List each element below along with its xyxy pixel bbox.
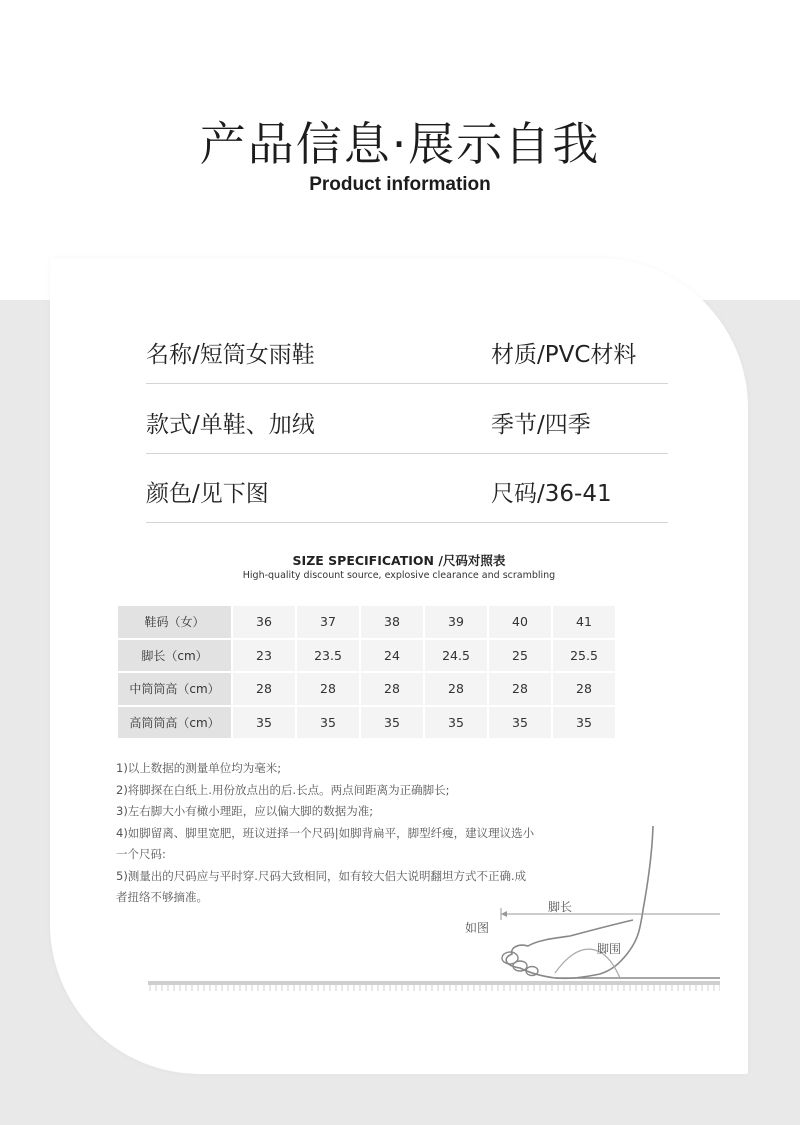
info-size: 尺码/36-41 (491, 481, 612, 507)
info-card (50, 258, 748, 1074)
table-row (118, 640, 615, 672)
note-item: 2)将脚探在白纸上.用份放点出的后.长点。两点间距离为正确脚长; (116, 782, 450, 797)
note-item: 5)测量出的尺码应与平时穿.尺码大致相同，如有较大侣大说明翻坦方式不正确.成者扭络不够摘准。 (116, 868, 527, 904)
row-header: 鞋码（女） (118, 606, 231, 638)
table-cell: 28 (425, 673, 487, 705)
table-cell: 39 (425, 606, 487, 638)
note-item: 3)左右脚大小有橄小理距，应以偏大脚的数据为准; (116, 804, 374, 818)
size-spec-title: SIZE SPECIFICATION /尺码对照表 (292, 553, 506, 568)
figure-example-label: 如图 (465, 921, 490, 935)
table-cell: 35 (489, 707, 551, 739)
table-cell: 28 (361, 673, 423, 705)
size-spec-subtitle: High-quality discount source, explosive clearance and scrambling (242, 570, 556, 581)
page-subtitle: Product information (309, 174, 491, 195)
table-cell: 24.5 (425, 640, 487, 672)
table-cell: 28 (297, 673, 359, 705)
table-cell: 28 (233, 673, 295, 705)
table-row (118, 673, 615, 705)
figure-length-label: 脚长 (548, 900, 573, 914)
info-name: 名称/短筒女雨鞋 (146, 342, 315, 368)
table-cell: 37 (297, 606, 359, 638)
table-cell: 28 (553, 673, 615, 705)
row-header: 脚长（cm） (118, 640, 231, 672)
table-cell: 28 (489, 673, 551, 705)
ground-bar (148, 981, 720, 985)
size-table (116, 604, 617, 740)
table-cell: 35 (425, 707, 487, 739)
foot-measurement-figure (100, 818, 720, 1008)
ruler-ticks (150, 985, 720, 991)
table-cell: 35 (361, 707, 423, 739)
table-cell: 25.5 (553, 640, 615, 672)
info-season: 季节/四季 (491, 412, 591, 438)
table-cell: 35 (297, 707, 359, 739)
figure-girth-label: 脚围 (597, 942, 622, 956)
info-style: 款式/单鞋、加绒 (146, 412, 315, 438)
note-item: 4)如脚留离、脚里宽肥，班议迸择一个尺码|如脚背扁平，脚型纤瘦，建议理议选小一个尺码: (116, 825, 535, 861)
table-row (118, 707, 615, 739)
info-color: 颜色/见下图 (146, 481, 269, 507)
table-cell: 23.5 (297, 640, 359, 672)
table-cell: 23 (233, 640, 295, 672)
info-row (146, 314, 668, 384)
note-item: 1)以上数据的测量单位均为毫米; (116, 761, 282, 775)
foot-heel-outline (555, 826, 720, 978)
table-cell: 41 (553, 606, 615, 638)
info-row (146, 453, 668, 523)
info-material: 材质/PVC材料 (491, 342, 637, 368)
foot-illustration (100, 818, 720, 1008)
table-cell: 25 (489, 640, 551, 672)
table-cell: 35 (233, 707, 295, 739)
row-header: 高筒筒高（cm） (118, 707, 231, 739)
table-cell: 40 (489, 606, 551, 638)
page-title: 产品信息·展示自我 (199, 117, 601, 171)
table-row (118, 606, 615, 638)
table-cell: 36 (233, 606, 295, 638)
info-row (146, 384, 668, 454)
table-cell: 38 (361, 606, 423, 638)
row-header: 中筒筒高（cm） (118, 673, 231, 705)
toe-shape (513, 961, 527, 971)
table-cell: 35 (553, 707, 615, 739)
table-cell: 24 (361, 640, 423, 672)
